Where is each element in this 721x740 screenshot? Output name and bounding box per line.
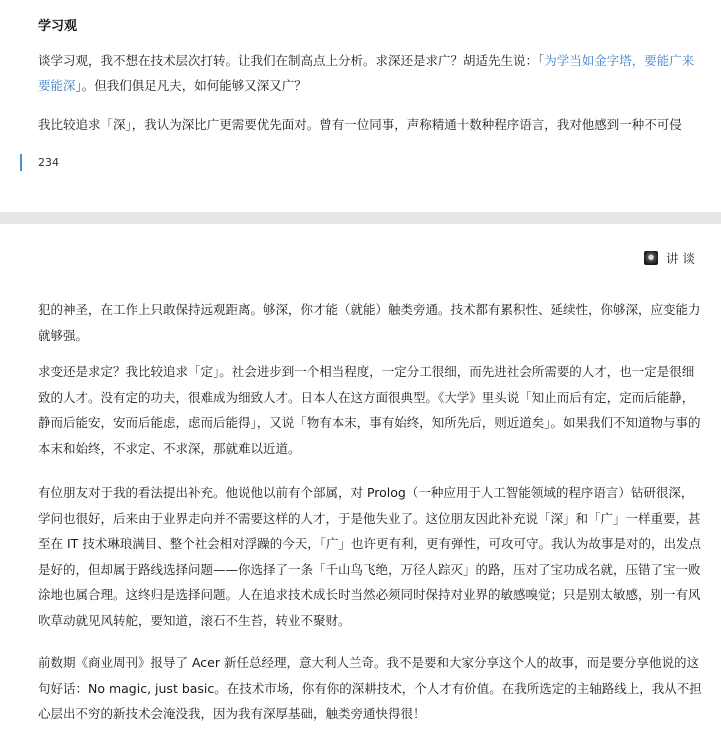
page-marker-bar	[20, 154, 22, 171]
intro-text-before: 谈学习观，我不想在技术层次打转。让我们在制高点上分析。求深还是求广？胡适先生说：「	[38, 53, 545, 68]
paragraph-continuation: 犯的神圣，在工作上只敢保持远观距离。够深，你才能（就能）触类旁通。技术都有累积性、延续性，你够深，应变能力就够强。	[38, 302, 701, 343]
author-logo-icon	[644, 251, 658, 265]
top-page	[0, 0, 721, 212]
quote-highlight: 为学当如金字塔，要能广来要能深	[38, 53, 695, 93]
page-separator	[0, 212, 721, 224]
page-number: 234	[38, 156, 59, 169]
paragraph-intro	[38, 48, 700, 98]
running-header	[644, 249, 695, 267]
paragraph-friend-story: 有位朋友对于我的看法提出补充。他说他以前有个部属，对 Prolog（一种应用于人工智能领域的程序语言）钻研很深，学问也很好，后来由于业界走向并不需要这样的人才，于是他失业了。这位朋友因此补充说「深」和「广」一样重要，甚至在 IT 技术琳琅满目、整个社会相对浮躁的今天，「广」也许更有利，更有弹性，可攻可守。我认为故事是对的，出发点是好的，但却属于路线选择问题——你选择了一条「千山鸟飞绝，万径人踪灭」的路，压对了宝功成名就，压错了宝一败涂地也属合理。这终归是选择问题。人在追求技术成长时当然必须同时保持对业界的敏感嗅觉；只是别太敏感，别一有风吹草动就见风转舵，要知道，滚石不生苔，转业不聚财。	[38, 485, 702, 628]
paragraph-stability: 求变还是求定？我比较追求「定」。社会进步到一个相当程度，一定分工很细，而先进社会所需要的人才，也一定是很细致的人才。没有定的功夫，很难成为细致人才。日本人在这方面很典型。《大学》里头说「知止而后有定，定而后能静，静而后能安，安而后能虑，虑而后能得」，又说「物有本末，事有始终，知所先后，则近道矣」。如果我们不知道物与事的本末和始终，不求定、不求深，那就难以近道。	[38, 364, 701, 456]
paragraph-no-magic: 前数期《商业周刊》报导了 Acer 新任总经理，意大利人兰奇。我不是要和大家分享这个人的故事，而是要分享他说的这句好话：No magic, just basic。在技术市场，你有你的深耕技术，个人才有价值。在我所选定的主轴路线上，我从不担心层出不穷的新技术会淹没我，因为我有深厚基础，触类旁通快得很！	[38, 655, 702, 721]
running-header-label: 讲 谈	[666, 251, 695, 266]
intro-text-after: 」。但我们俱足凡夫，如何能够又深又广？	[75, 78, 307, 93]
paragraph-depth: 我比较追求「深」，我认为深比广更需要优先面对。曾有一位同事，声称精通十数种程序语言，我对他感到一种不可侵	[38, 117, 682, 132]
section-heading: 学习观	[38, 19, 78, 34]
